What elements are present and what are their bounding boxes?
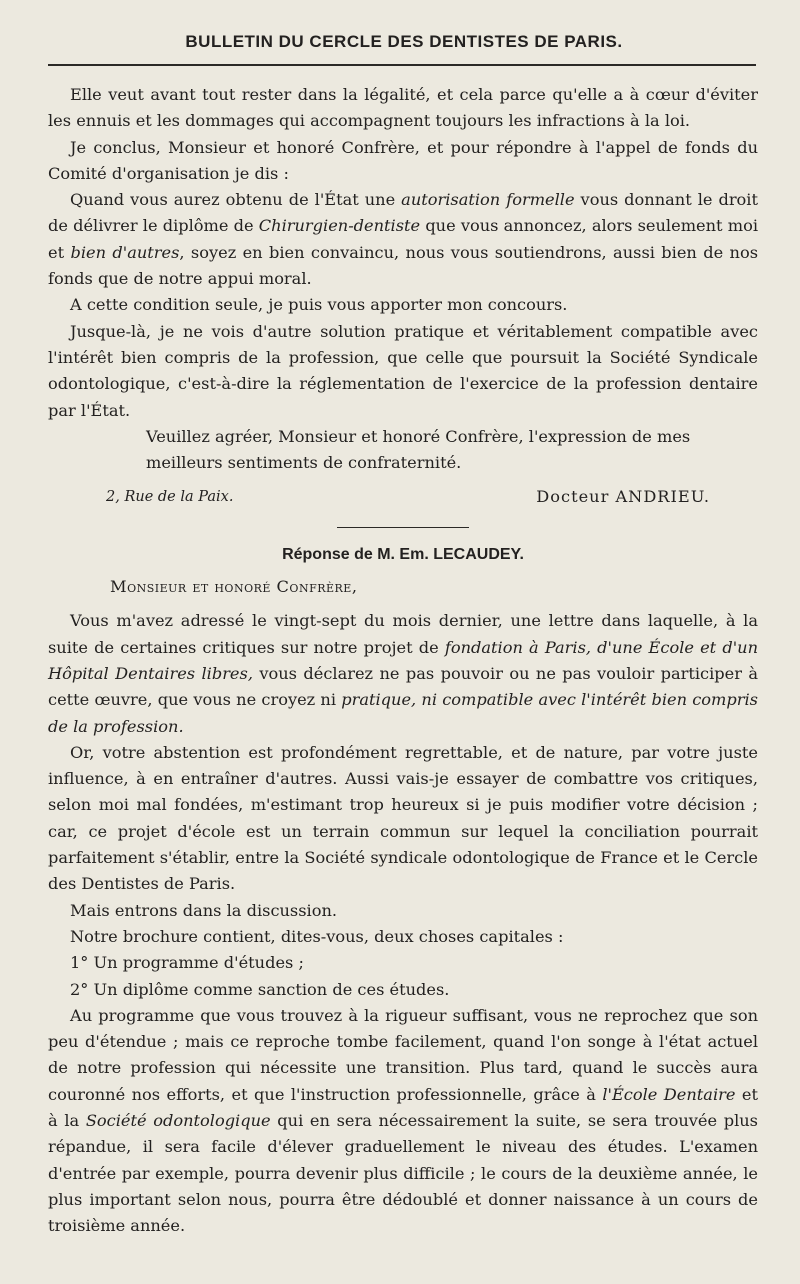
italic-run: Société odontologique xyxy=(85,1110,271,1130)
letter1-paragraph-4: A cette condition seule, je puis vous apporter mon concours. xyxy=(70,295,568,315)
letter1-paragraph-3 xyxy=(48,187,758,292)
text-run: et à la xyxy=(48,1084,758,1130)
italic-run: autorisation formelle xyxy=(401,190,575,210)
text-run: Au programme que vous trouvez à la rigueur suffisant, vous ne reprochez que son peu d'étendue ; mais ce reproche tombe facilement, quand l'on songe à l'état actuel de notre profession qui nécessite une transition. Plus tard, quand le succès aura couronné nos efforts, et que l'instruction professionnelle, grâce à xyxy=(48,1005,758,1104)
text-run: Quand vous aurez obtenu de l'État une xyxy=(70,190,402,210)
reply-title: Réponse de M. Em. LECAUDEY. xyxy=(282,545,524,563)
closing-line-2: meilleurs sentiments de confraternité. xyxy=(146,453,462,473)
text-run: que vous annoncez, alors seulement moi et xyxy=(48,216,758,262)
italic-run: Chirurgien-dentiste xyxy=(258,216,421,236)
italic-run: fondation à Paris, d'une École et d'un Hôpital Dentaires libres, xyxy=(48,637,758,683)
italic-run: pratique, ni compatible avec l'intérêt bien compris de la profession. xyxy=(48,690,758,736)
text-run: Vous m'avez adressé le vingt-sept du mois dernier, une lettre dans laquelle, à la suite de certaines critiques sur notre projet de xyxy=(48,611,758,657)
closing-line-1: Veuillez agréer, Monsieur et honoré Confrère, l'expression de mes xyxy=(146,426,691,446)
reply-paragraph-4: Notre brochure contient, dites-vous, deux choses capitales : xyxy=(70,926,564,946)
italic-run: l'École Dentaire xyxy=(602,1084,736,1104)
list-item-2: 2° Un diplôme comme sanction de ces études. xyxy=(70,979,450,999)
salutation: Monsieur et honoré Confrère, xyxy=(110,577,358,597)
italic-run: bien d'autres xyxy=(70,242,180,262)
letter1-paragraph-1: Elle veut avant tout rester dans la légalité, et cela parce qu'elle a à cœur d'éviter les ennuis et les dommages qui accompagnent toujours les infractions à la loi. xyxy=(48,85,758,131)
reply-paragraph-3: Mais entrons dans la discussion. xyxy=(70,900,338,920)
section-divider xyxy=(337,527,469,528)
signature: Docteur ANDRIEU. xyxy=(536,487,710,507)
page-body xyxy=(48,82,758,1239)
text-run: vous donnant le droit de délivrer le diplôme de xyxy=(48,190,758,236)
address: 2, Rue de la Paix. xyxy=(106,489,234,506)
text-run: qui en sera nécessairement la suite, se sera trouvée plus répandue, il sera facile d'élever graduellement le niveau des études. L'examen d'entrée par exemple, pourra devenir plus difficile ; le cours de la deuxième année, le plus important selon nous, pourra être dédoublé et donner naissance à un cours de troisième année. xyxy=(48,1110,758,1236)
reply-paragraph-1 xyxy=(48,608,758,739)
reply-paragraph-5 xyxy=(48,1003,758,1240)
text-run: , soyez en bien convaincu, nous vous soutiendrons, aussi bien de nos fonds que de notre appui moral. xyxy=(48,242,759,289)
text-run: vous déclarez ne pas pouvoir ou ne pas vouloir participer à cette œuvre, que vous ne croyez ni xyxy=(48,663,758,710)
list-item-1: 1° Un programme d'études ; xyxy=(70,953,304,973)
signature-line xyxy=(48,484,758,510)
letter1-paragraph-5: Jusque-là, je ne vois d'autre solution pratique et véritablement compatible avec l'intérêt bien compris de la profession, que celle que poursuit la Société Syndicale odontologique, c'est-à-dire la réglementation de l'exercice de la profession dentaire par l'État. xyxy=(48,321,758,420)
header-rule xyxy=(48,64,756,66)
running-header: BULLETIN DU CERCLE DES DENTISTES DE PARIS. xyxy=(185,32,623,51)
reply-paragraph-2: Or, votre abstention est profondément regrettable, et de nature, par votre juste influence, à en entraîner d'autres. Aussi vais-je essayer de combattre vos critiques, selon moi mal fondées, m'estimant trop heureux si je puis modifier votre décision ; car, ce projet d'école est un terrain commun sur lequel la conciliation pourrait parfaitement s'établir, entre la Société syndicale odontologique de France et le Cercle des Dentistes de Paris. xyxy=(48,742,758,894)
letter1-paragraph-2: Je conclus, Monsieur et honoré Confrère, et pour répondre à l'appel de fonds du Comité d'organisation je dis : xyxy=(48,137,758,183)
